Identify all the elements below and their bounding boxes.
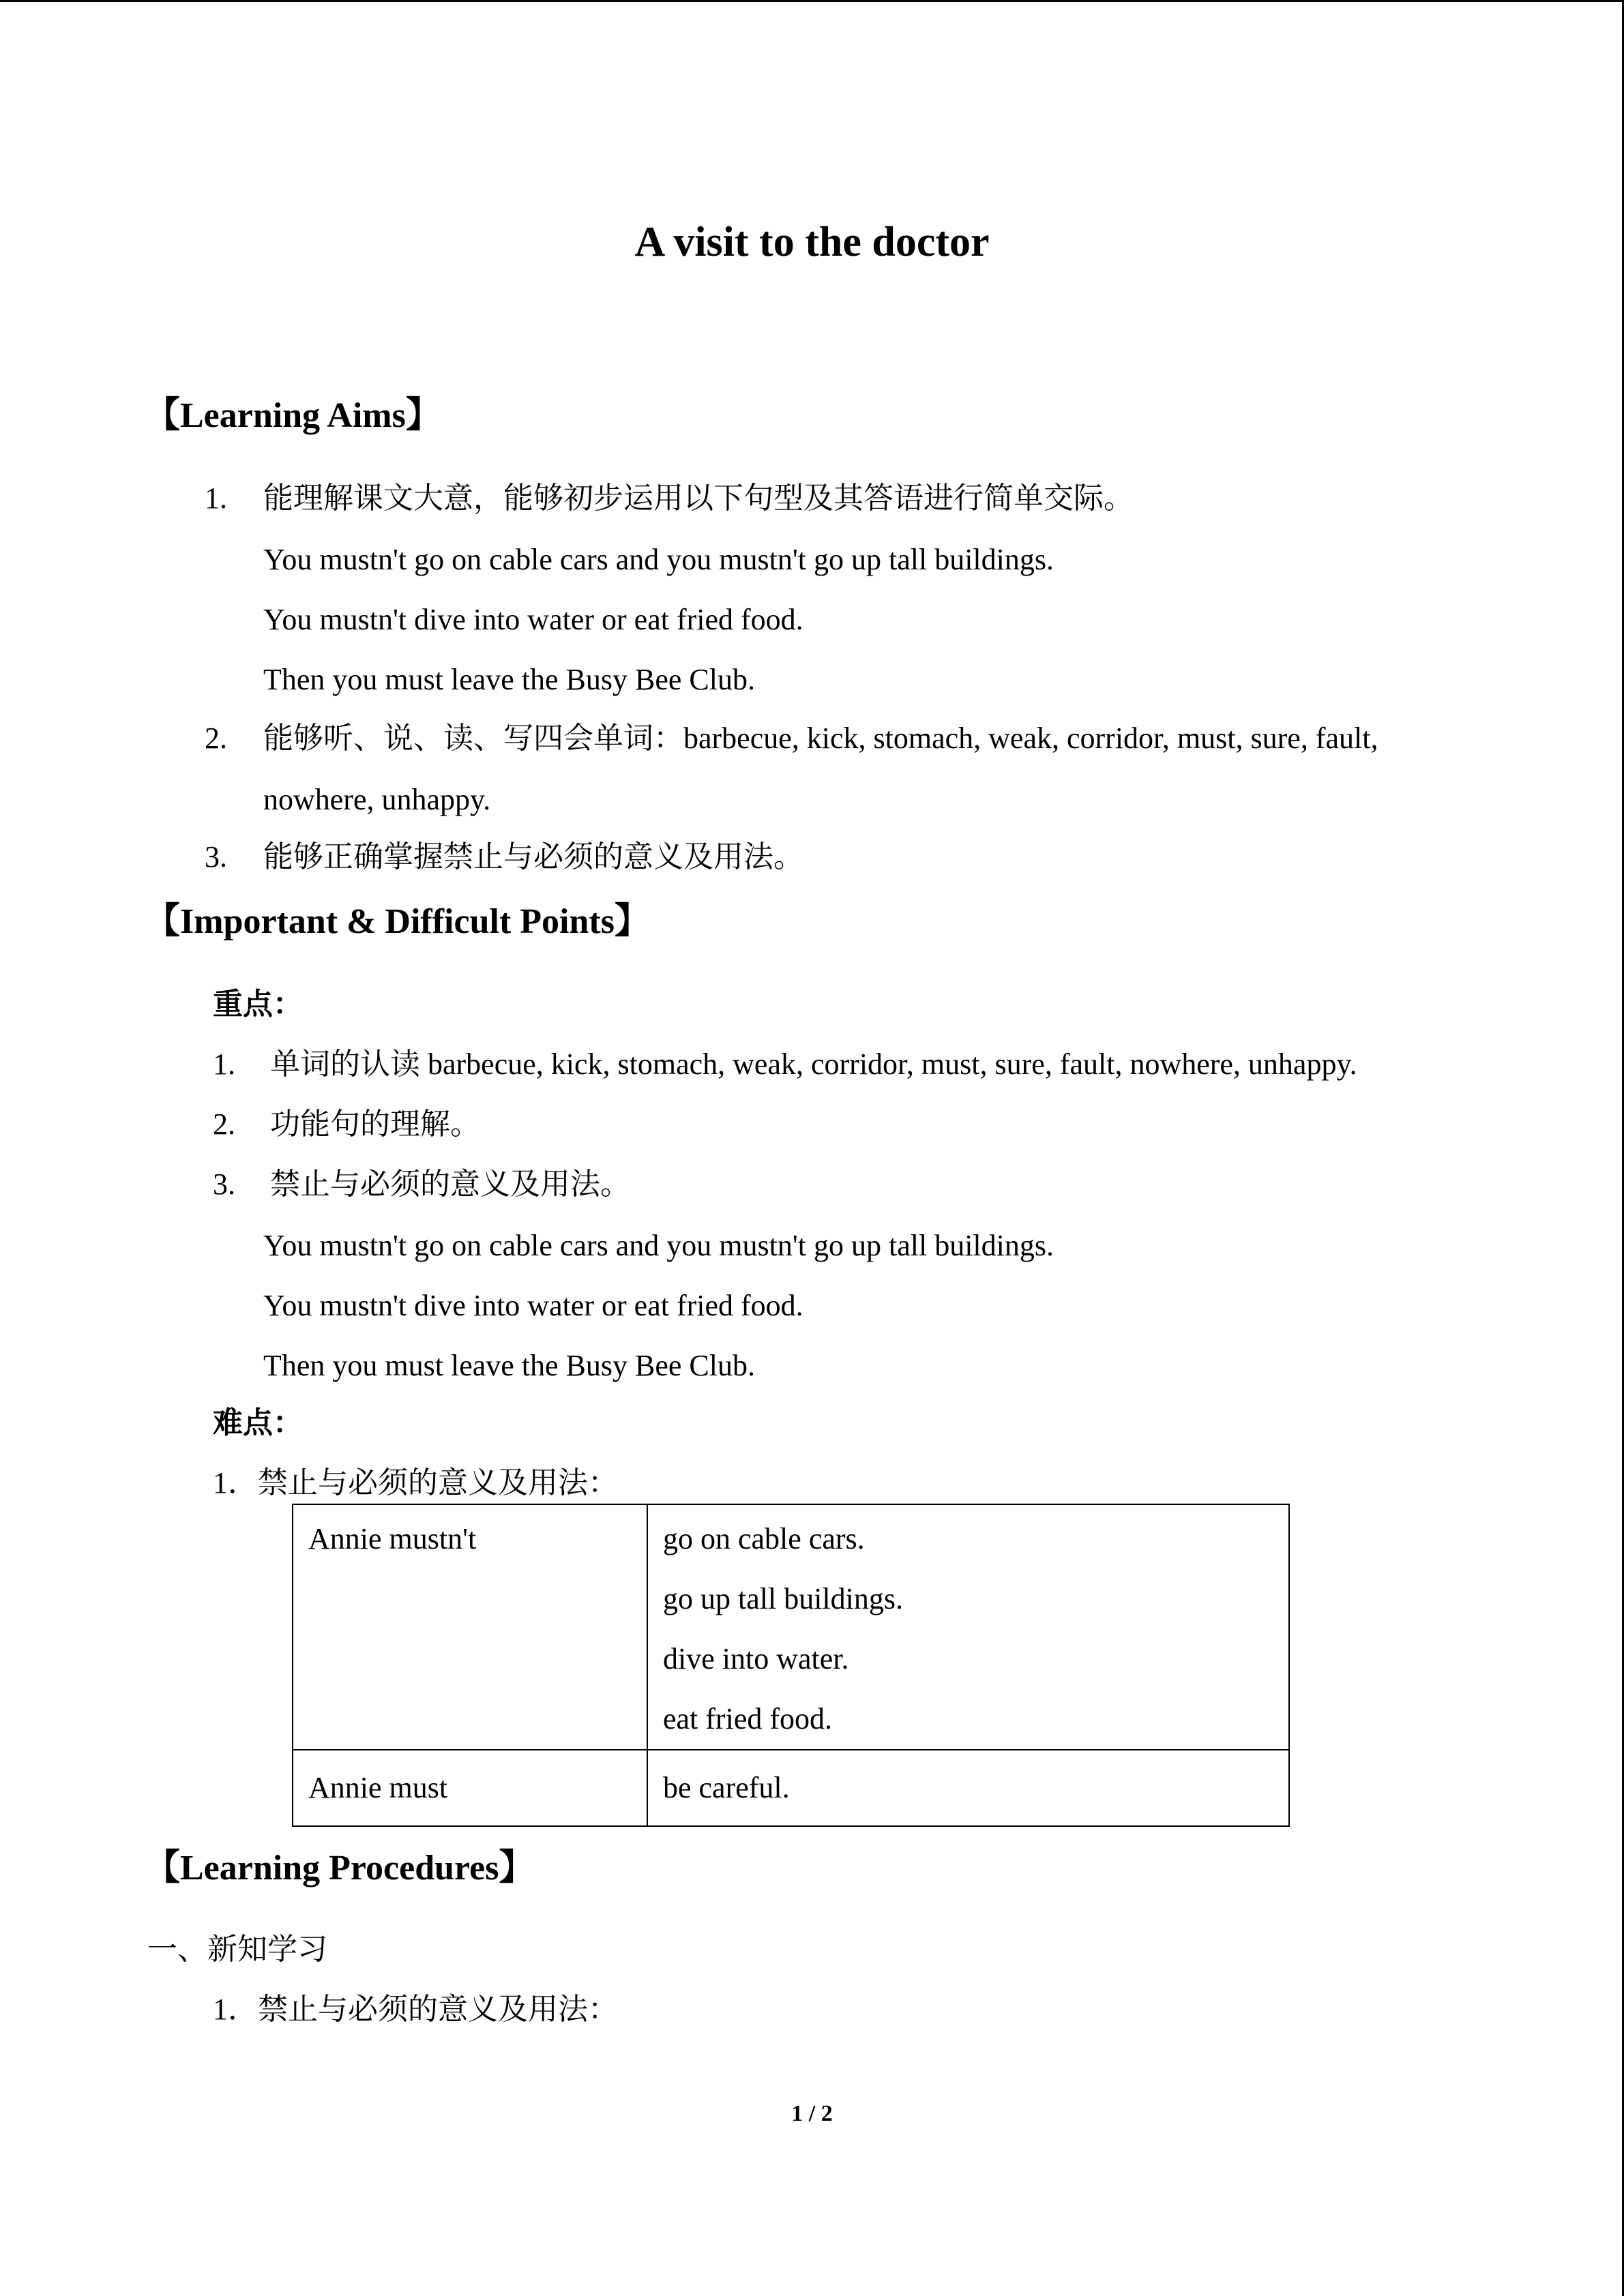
procedures-item-1: 1．禁止与必须的意义及用法：: [213, 1993, 618, 2026]
aims-item-2-continuation: nowhere, unhappy.: [263, 783, 491, 816]
aims-item-1-text: 能理解课文大意，能够初步运用以下句型及其答语进行简单交际。: [263, 481, 1134, 515]
page-number: 1 / 2: [791, 2101, 833, 2126]
difficult-item-1: 1．禁止与必须的意义及用法：: [213, 1466, 618, 1500]
table-row: [293, 1750, 1289, 1826]
points-sentence-3: Then you must leave the Busy Bee Club.: [263, 1349, 755, 1382]
key-item-3-number: 3.: [213, 1167, 235, 1201]
aims-item-2-number: 2.: [205, 721, 227, 755]
points-sentence-2: You mustn't dive into water or eat fried food.: [263, 1289, 803, 1322]
procedures-part-1: 一、新知学习: [147, 1933, 327, 1966]
key-points-label: 重点：: [213, 987, 303, 1021]
table-action-text: be careful.: [663, 1771, 790, 1804]
key-item-2-number: 2.: [213, 1107, 235, 1141]
table-action-text: go on cable cars.: [663, 1522, 865, 1555]
learning-aims-heading: 【Learning Aims】: [145, 396, 441, 435]
aims-item-3-text: 能够正确掌握禁止与必须的意义及用法。: [263, 840, 803, 874]
must-mustnt-table: [292, 1504, 1290, 1827]
aims-sentence-2: You mustn't dive into water or eat fried food.: [263, 603, 803, 636]
key-item-1-number: 1.: [213, 1047, 235, 1081]
table-action-text: dive into water.: [663, 1642, 849, 1675]
table-cell-subject: [293, 1504, 647, 1750]
aims-sentence-3: Then you must leave the Busy Bee Club.: [263, 663, 755, 696]
points-heading: 【Important & Difficult Points】: [145, 902, 650, 941]
table-row: [293, 1504, 1289, 1750]
key-item-2-text: 功能句的理解。: [270, 1107, 480, 1141]
page-title: A visit to the doctor: [634, 219, 990, 265]
table-cell-actions: [647, 1504, 1289, 1750]
points-sentence-1: You mustn't go on cable cars and you mustn't go up tall buildings.: [263, 1229, 1054, 1262]
table-cell-actions: [647, 1750, 1289, 1826]
aims-item-3-number: 3.: [205, 840, 227, 874]
aims-item-2-text: 能够听、说、读、写四会单词：barbecue, kick, stomach, weak, corridor, must, sure, fault,: [263, 721, 1378, 755]
aims-sentence-1: You mustn't go on cable cars and you mustn't go up tall buildings.: [263, 543, 1054, 576]
table-cell-subject: [293, 1750, 647, 1826]
table-action-text: eat fried food.: [663, 1702, 832, 1735]
table-subject-text: Annie mustn't: [308, 1522, 477, 1555]
procedures-heading: 【Learning Procedures】: [145, 1849, 535, 1888]
key-item-1-text: 单词的认读 barbecue, kick, stomach, weak, corridor, must, sure, fault, nowhere, unhappy.: [270, 1047, 1357, 1081]
table-action-text: go up tall buildings.: [663, 1582, 903, 1615]
key-item-3-text: 禁止与必须的意义及用法。: [270, 1167, 630, 1201]
aims-item-1-number: 1.: [205, 481, 227, 515]
difficult-points-label: 难点：: [213, 1406, 303, 1440]
table-subject-text: Annie must: [308, 1771, 448, 1804]
